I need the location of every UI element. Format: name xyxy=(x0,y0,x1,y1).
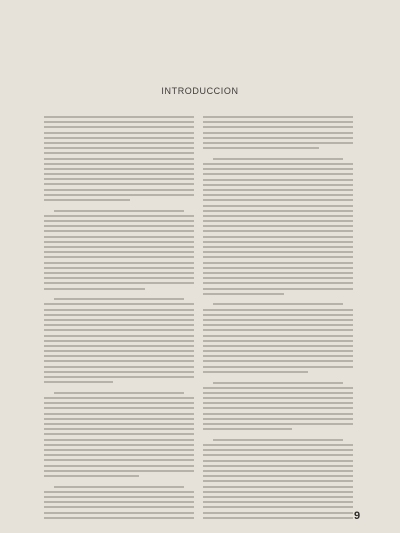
text-line xyxy=(203,142,353,144)
text-line xyxy=(203,262,353,264)
text-line xyxy=(203,282,353,284)
text-line xyxy=(44,433,194,435)
text-line xyxy=(44,345,194,347)
text-line xyxy=(44,314,194,316)
text-line xyxy=(54,392,184,394)
text-line xyxy=(44,121,194,123)
text-line xyxy=(44,329,194,331)
text-line xyxy=(44,376,194,378)
text-line xyxy=(44,350,194,352)
text-column-left xyxy=(44,116,194,520)
text-line xyxy=(44,262,194,264)
text-line xyxy=(203,480,353,482)
text-line xyxy=(203,366,353,368)
text-line xyxy=(203,402,353,404)
text-line xyxy=(203,371,308,373)
text-line xyxy=(203,225,353,227)
text-line xyxy=(203,413,353,415)
text-line xyxy=(203,277,353,279)
text-line xyxy=(203,163,353,165)
text-line xyxy=(44,444,194,446)
text-line xyxy=(203,147,319,149)
text-line xyxy=(44,423,194,425)
text-line xyxy=(44,225,194,227)
text-line xyxy=(44,178,194,180)
text-line xyxy=(203,293,284,295)
text-line xyxy=(203,428,292,430)
text-line xyxy=(44,147,194,149)
text-line xyxy=(44,267,194,269)
text-line xyxy=(203,454,353,456)
text-line xyxy=(203,168,353,170)
text-line xyxy=(203,355,353,357)
text-line xyxy=(203,173,353,175)
text-line xyxy=(203,241,353,243)
text-line xyxy=(44,236,194,238)
text-line xyxy=(54,486,184,488)
text-line xyxy=(203,444,353,446)
text-line xyxy=(44,288,145,290)
text-line xyxy=(44,366,194,368)
text-line xyxy=(44,282,194,284)
text-line xyxy=(203,230,353,232)
text-line xyxy=(44,277,194,279)
text-line xyxy=(213,158,343,160)
text-line xyxy=(44,189,194,191)
text-column-right xyxy=(203,116,353,520)
text-line xyxy=(203,360,353,362)
text-line xyxy=(203,465,353,467)
text-line xyxy=(203,272,353,274)
text-line xyxy=(203,460,353,462)
text-line xyxy=(44,251,194,253)
text-line xyxy=(213,303,343,305)
text-line xyxy=(203,350,353,352)
text-line xyxy=(203,126,353,128)
text-line xyxy=(203,392,353,394)
text-line xyxy=(54,210,184,212)
text-line xyxy=(44,407,194,409)
text-line xyxy=(203,132,353,134)
text-line xyxy=(44,309,194,311)
text-line xyxy=(44,163,194,165)
text-line xyxy=(203,397,353,399)
text-line xyxy=(203,288,353,290)
text-line xyxy=(44,360,194,362)
text-line xyxy=(44,371,194,373)
text-line xyxy=(44,116,194,118)
text-line xyxy=(44,501,194,503)
text-line xyxy=(44,413,194,415)
text-line xyxy=(44,137,194,139)
text-line xyxy=(44,381,113,383)
text-line xyxy=(44,470,194,472)
text-line xyxy=(44,428,194,430)
text-line xyxy=(44,340,194,342)
text-line xyxy=(203,470,353,472)
text-line xyxy=(44,194,194,196)
text-line xyxy=(203,116,353,118)
text-line xyxy=(203,387,353,389)
text-line xyxy=(203,189,353,191)
text-line xyxy=(203,121,353,123)
text-line xyxy=(44,355,194,357)
text-line xyxy=(44,397,194,399)
text-line xyxy=(44,465,194,467)
text-line xyxy=(203,236,353,238)
text-line xyxy=(44,256,194,258)
text-line xyxy=(203,215,353,217)
text-line xyxy=(203,449,353,451)
text-line xyxy=(203,407,353,409)
text-line xyxy=(203,256,353,258)
text-line xyxy=(44,132,194,134)
text-line xyxy=(44,158,194,160)
text-line xyxy=(44,168,194,170)
text-line xyxy=(213,439,343,441)
text-line xyxy=(203,517,353,519)
text-line xyxy=(203,199,353,201)
text-line xyxy=(203,319,353,321)
text-line xyxy=(203,309,353,311)
text-line xyxy=(203,418,353,420)
text-line xyxy=(54,298,184,300)
text-line xyxy=(44,459,194,461)
text-line xyxy=(44,517,194,519)
text-line xyxy=(44,246,194,248)
text-line xyxy=(203,194,353,196)
text-line xyxy=(44,241,194,243)
text-line xyxy=(44,506,194,508)
text-line xyxy=(203,340,353,342)
text-line xyxy=(44,454,194,456)
text-line xyxy=(44,230,194,232)
text-line xyxy=(203,506,353,508)
text-line xyxy=(203,329,353,331)
text-line xyxy=(203,251,353,253)
text-line xyxy=(203,345,353,347)
text-line xyxy=(203,179,353,181)
text-line xyxy=(44,324,194,326)
text-line xyxy=(213,382,343,384)
text-line xyxy=(44,183,194,185)
text-line xyxy=(203,314,353,316)
text-line xyxy=(44,418,194,420)
text-line xyxy=(44,512,194,514)
text-line xyxy=(44,152,194,154)
page-number: 9 xyxy=(354,510,361,522)
text-line xyxy=(203,220,353,222)
text-line xyxy=(203,423,353,425)
text-line xyxy=(44,475,139,477)
text-line xyxy=(203,184,353,186)
text-line xyxy=(44,439,194,441)
text-line xyxy=(44,173,194,175)
text-line xyxy=(203,246,353,248)
text-line xyxy=(203,486,353,488)
text-line xyxy=(203,512,353,514)
text-line xyxy=(44,402,194,404)
text-line xyxy=(203,324,353,326)
text-line xyxy=(44,272,194,274)
text-line xyxy=(203,496,353,498)
text-line xyxy=(44,126,194,128)
text-line xyxy=(203,501,353,503)
text-line xyxy=(44,220,194,222)
text-line xyxy=(203,491,353,493)
text-line xyxy=(44,303,194,305)
text-line xyxy=(44,496,194,498)
text-line xyxy=(44,449,194,451)
text-line xyxy=(203,267,353,269)
text-line xyxy=(44,491,194,493)
text-line xyxy=(44,319,194,321)
text-line xyxy=(44,199,130,201)
page-top-margin xyxy=(0,0,400,78)
text-line xyxy=(203,210,353,212)
chapter-title: INTRODUCCION xyxy=(161,86,239,96)
text-line xyxy=(203,137,353,139)
text-line xyxy=(44,215,194,217)
text-line xyxy=(44,335,194,337)
text-line xyxy=(203,475,353,477)
text-line xyxy=(44,142,194,144)
text-line xyxy=(203,205,353,207)
text-line xyxy=(203,335,353,337)
